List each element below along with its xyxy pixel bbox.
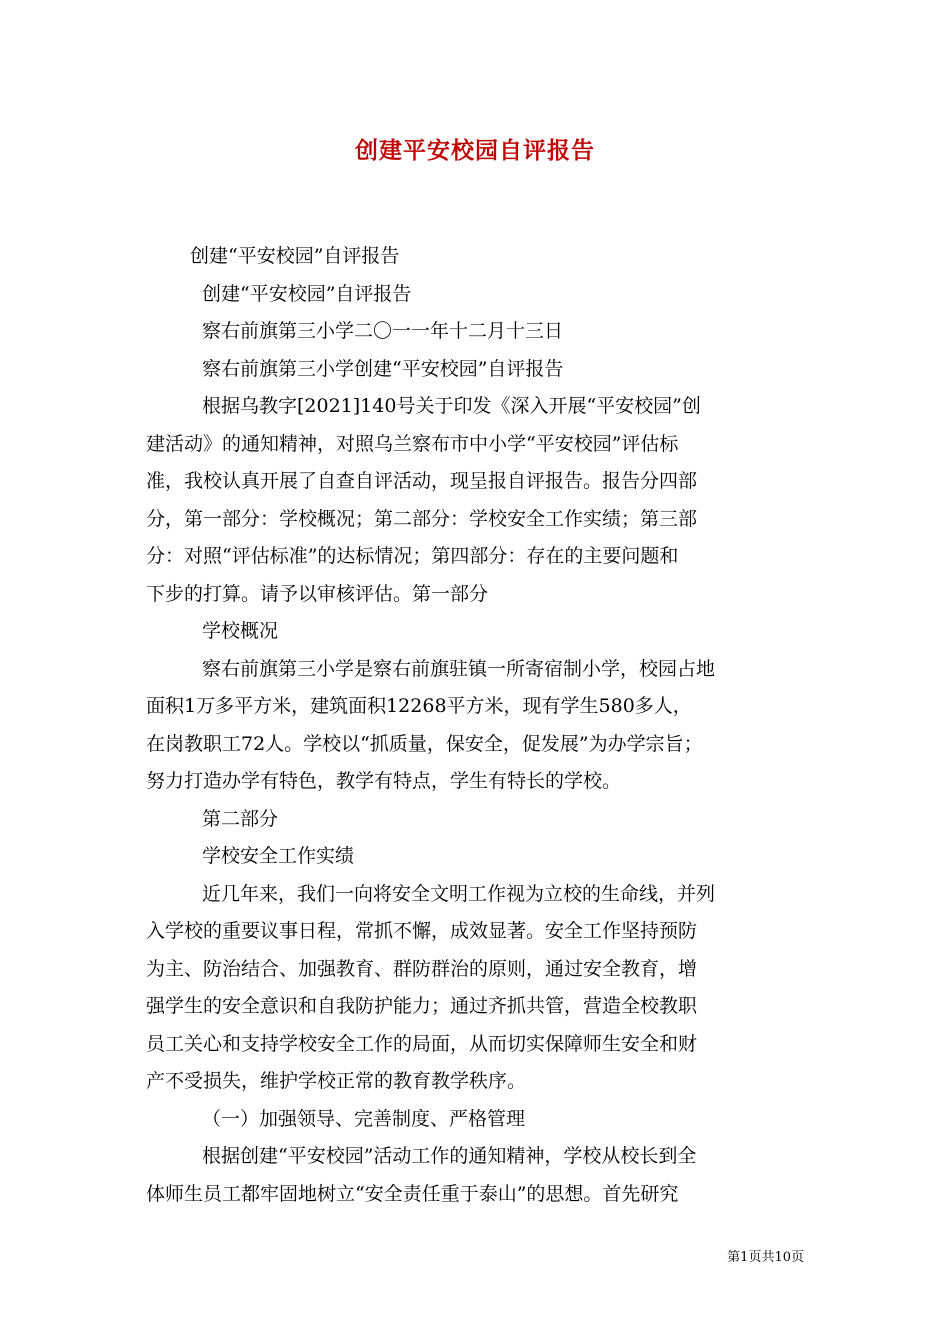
text-line: 分：对照“评估标准”的达标情况；第四部分：存在的主要问题和: [146, 545, 679, 567]
text-line: 察右前旗第三小学二〇一一年十二月十三日: [202, 320, 564, 342]
text-line: 创建“平安校园”自评报告: [190, 245, 400, 267]
text-line: 创建“平安校园”自评报告: [202, 282, 412, 305]
text-line: 察右前旗第三小学创建“平安校园”自评报告: [202, 357, 564, 380]
text-line: 面积1万多平方米，建筑面积12268平方米，现有学生580多人，: [146, 695, 692, 717]
text-line: 学校安全工作实绩: [202, 845, 355, 867]
text-line: 第二部分: [202, 807, 279, 830]
text-line: 入学校的重要议事日程，常抓不懈，成效显著。安全工作坚持预防: [146, 920, 698, 942]
text-line: 努力打造办学有特色，教学有特点，学生有特长的学校。: [146, 770, 622, 792]
text-line: 学校概况: [202, 620, 279, 642]
text-line: 建活动》的通知精神，对照乌兰察布市中小学“平安校园”评估标: [146, 432, 679, 455]
text-line: 近几年来，我们一向将安全文明工作视为立校的生命线，并列: [202, 882, 716, 905]
document-body: [146, 238, 810, 1213]
text-line: 准，我校认真开展了自查自评活动，现呈报自评报告。报告分四部: [146, 470, 698, 492]
text-line: 根据创建“平安校园”活动工作的通知精神，学校从校长到全: [202, 1145, 697, 1167]
text-line: （一）加强领导、完善制度、严格管理: [202, 1107, 526, 1130]
text-line: 在岗教职工72人。学校以“抓质量，保安全，促发展”为办学宗旨；: [146, 732, 703, 755]
text-line: 产不受损失，维护学校正常的教育教学秩序。: [146, 1070, 527, 1092]
text-line: 分，第一部分：学校概况；第二部分：学校安全工作实绩；第三部: [146, 507, 698, 530]
text-line: 下步的打算。请予以审核评估。第一部分: [146, 582, 489, 605]
text-line: 察右前旗第三小学是察右前旗驻镇一所寄宿制小学，校园占地: [202, 657, 716, 680]
text-line: 员工关心和支持学校安全工作的局面，从而切实保障师生安全和财: [146, 1032, 698, 1055]
page-footer: 第1页共10页: [727, 1250, 804, 1265]
text-line: 强学生的安全意识和自我防护能力；通过齐抓共管，营造全校教职: [146, 995, 698, 1017]
text-line: 体师生员工都牢固地树立“安全责任重于泰山”的思想。首先研究: [146, 1182, 679, 1205]
text-line: 为主、防治结合、加强教育、群防群治的原则，通过安全教育，增: [146, 957, 698, 980]
text-line: 根据乌教字[2021]140号关于印发《深入开展“平安校园”创: [202, 395, 701, 417]
document-title: 创建平安校园自评报告: [355, 137, 595, 164]
